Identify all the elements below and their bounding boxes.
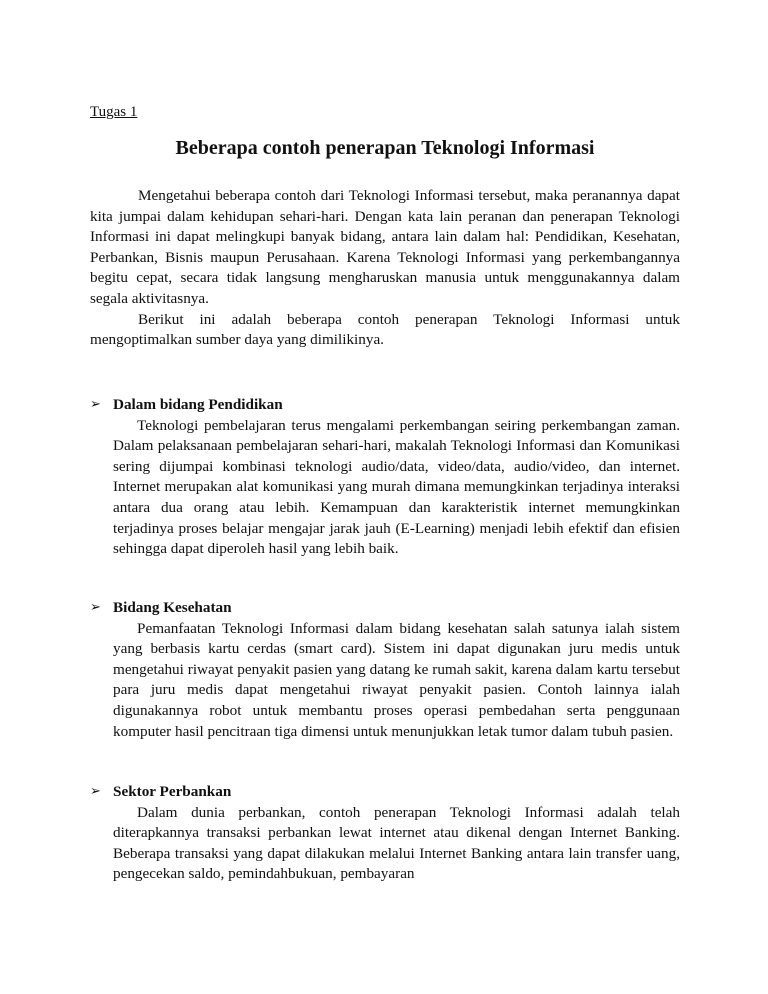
assignment-label: Tugas 1 xyxy=(90,104,138,120)
section-heading: Sektor Perbankan xyxy=(113,783,232,800)
arrow-bullet-icon: ➢ xyxy=(90,784,101,799)
section-body: Teknologi pembelajaran terus mengalami perkembangan seiring perkembangan zaman. Dalam pelaksanaan pembelajaran sehari-hari, makalah Teknologi Informasi dan Komunikasi sering dijumpai kombinasi teknologi audio/data, video/data, audio/video, dan internet. Internet merupakan alat komunikasi yang murah dimana memungkinkan terjadinya interaksi antara dua orang atau lebih. Kemampuan dan karakteristik internet memungkinkan terjadinya proses belajar mengajar jarak jauh (E-Learning) menjadi lebih efektif dan efisien sehingga dapat diperoleh hasil yang lebih baik. xyxy=(113,416,680,558)
intro-paragraph-2: Berikut ini adalah beberapa contoh penerapan Teknologi Informasi untuk mengoptimalkan sumber daya yang dimilikinya. xyxy=(90,310,680,349)
section-body: Pemanfaatan Teknologi Informasi dalam bidang kesehatan salah satunya ialah sistem yang berbasis kartu cerdas (smart card). Sistem ini dapat digunakan juru medis untuk mengetahui riwayat penyakit pasien yang datang ke rumah sakit, karena dalam kartu tersebut para juru medis dapat mengetahui riwayat penyakit pasien. Contoh lainnya ialah digunakannya robot untuk membantu proses operasi pembedahan serta penggunaan komputer hasil pencitraan tiga dimensi untuk menunjukkan letak tumor dalam tubuh pasien. xyxy=(113,619,680,740)
intro-paragraph-1: Mengetahui beberapa contoh dari Teknologi Informasi tersebut, maka peranannya dapat kita jumpai dalam kehidupan sehari-hari. Dengan kata lain peranan dan penerapan Teknologi Informasi ini dapat melingkupi banyak bidang, antara lain dalam hal: Pendidikan, Kesehatan, Perbankan, Bisnis maupun Perusahaan. Karena Teknologi Informasi yang perkembangannya begitu cepat, secara tidak langsung mengharuskan manusia untuk menggunakannya dalam segala aktivitasnya. xyxy=(90,187,680,307)
section-kesehatan xyxy=(90,598,680,742)
section-perbankan xyxy=(90,782,680,885)
section-heading: Dalam bidang Pendidikan xyxy=(113,396,283,413)
section-heading: Bidang Kesehatan xyxy=(113,599,232,616)
arrow-bullet-icon: ➢ xyxy=(90,600,101,615)
intro-section xyxy=(90,186,680,351)
section-body: Dalam dunia perbankan, contoh penerapan Teknologi Informasi adalah telah diterapkannya transaksi perbankan lewat internet atau dikenal dengan Internet Banking. Beberapa transaksi yang dapat dilakukan melalui Internet Banking antara lain transfer uang, pengecekan saldo, pemindahbukuan, pembayaran xyxy=(113,803,680,883)
section-pendidikan xyxy=(90,395,680,560)
arrow-bullet-icon: ➢ xyxy=(90,397,101,412)
document-title: Beberapa contoh penerapan Teknologi Informasi xyxy=(175,137,595,159)
